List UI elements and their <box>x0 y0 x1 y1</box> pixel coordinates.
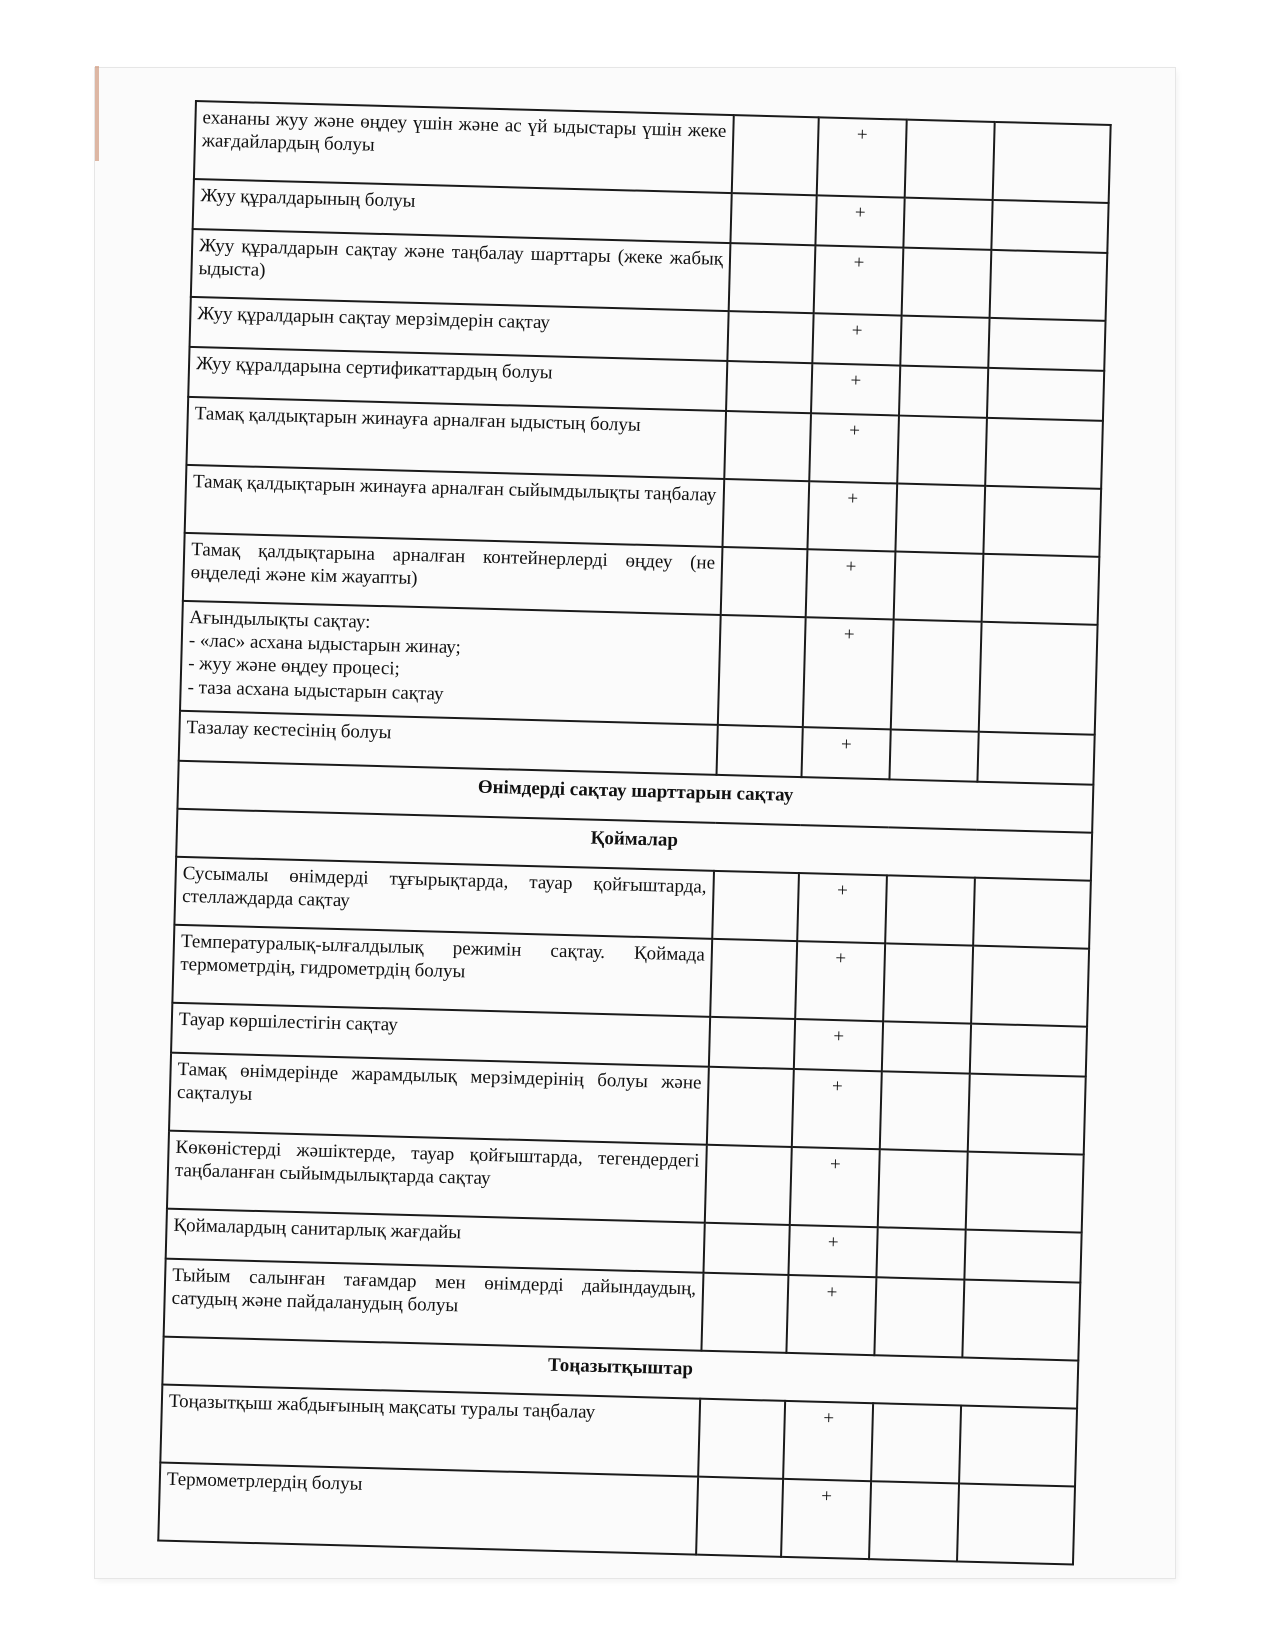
empty-cell <box>707 1067 794 1147</box>
checklist-table <box>157 100 1111 1566</box>
empty-cell <box>968 1074 1086 1155</box>
checklist-body <box>158 101 1110 1564</box>
empty-cell <box>703 1223 789 1275</box>
empty-cell <box>709 1017 795 1069</box>
empty-cell <box>883 943 973 1023</box>
row-text: Сусымалы өнімдерді тұғырықтарда, тауар қойғыштарда, стеллаждарда сақтау <box>174 857 714 939</box>
row-text: Көкөністерді жәшіктерде, тауар қойғыштарда, тегендердегі таңбаланған сыйымдылықтарда сақтау <box>167 1131 707 1223</box>
plus-mark: + <box>788 1225 877 1277</box>
empty-cell <box>871 1403 961 1483</box>
row-text: Жуу құралдарына сертификаттардың болуы <box>188 347 727 411</box>
empty-cell <box>730 193 816 245</box>
section-title-fridges: Тоңазытқыштар <box>162 1337 1078 1409</box>
empty-cell <box>696 1477 783 1557</box>
row-text: Жуу құралдарын сақтау мерзімдерін сақтау <box>190 297 729 361</box>
empty-cell <box>987 368 1104 421</box>
row-text: Қоймалардың санитарлық жағдайы <box>166 1209 705 1273</box>
plus-mark: + <box>809 413 899 483</box>
empty-cell <box>889 729 978 781</box>
row-text: Тамақ қалдықтарына арналған контейнерлерді өңдеу (не өңделеді және кім жауапты) <box>183 533 723 615</box>
empty-cell <box>962 1280 1080 1361</box>
row-text: Тамақ қалдықтарын жинауға арналған сыйымдылықты таңбалау <box>185 465 725 547</box>
plus-mark: + <box>814 245 904 315</box>
empty-cell <box>964 1230 1081 1283</box>
row-text: Тазалау кестесінің болуы <box>179 711 718 775</box>
plus-mark: + <box>811 363 900 415</box>
row-text: Тауар көршілестігін сақтау <box>171 1003 710 1067</box>
empty-cell <box>897 416 987 486</box>
empty-cell <box>990 250 1108 321</box>
row-text: ехананы жуу және өңдеу үшін және ас үй ыдыстары үшін жеке жағдайлардың болуы <box>194 101 734 193</box>
empty-cell <box>882 1021 971 1073</box>
plus-mark: + <box>803 617 894 729</box>
empty-cell <box>891 619 982 731</box>
empty-cell <box>727 311 813 363</box>
empty-cell <box>979 622 1098 735</box>
paper-edge <box>95 66 99 161</box>
empty-cell <box>732 115 819 195</box>
empty-cell <box>971 946 1089 1027</box>
plus-mark: + <box>783 1401 873 1481</box>
empty-cell <box>869 1481 959 1561</box>
empty-cell <box>724 411 811 481</box>
empty-cell <box>701 1273 788 1353</box>
plus-mark: + <box>807 481 897 551</box>
empty-cell <box>722 479 809 549</box>
row-text: Температуралық-ылғалдылық режимін сақтау. Қоймада термометрдің, гидрометрдің болуы <box>172 925 712 1017</box>
empty-cell <box>712 871 799 941</box>
row-text: Жуу құралдарының болуы <box>193 179 732 243</box>
plus-mark: + <box>806 549 896 619</box>
empty-cell <box>970 1024 1087 1077</box>
row-text: Жуу құралдарын сақтау және таңбалау шарттары (жеке жабық ыдыста) <box>191 229 731 311</box>
plus-mark: + <box>792 1069 882 1149</box>
empty-cell <box>905 120 995 200</box>
row-text: Тоңазытқыш жабдығының мақсаты туралы таңбалау <box>160 1385 700 1477</box>
row-text: Ағындылықты сақтау: - «лас» асхана ыдыстарын жинау; - жуу және өңдеу процесі; - таза асхана ыдыстарын сақтау <box>180 601 721 725</box>
empty-cell <box>705 1145 792 1225</box>
empty-cell <box>982 554 1100 625</box>
empty-cell <box>710 939 797 1019</box>
empty-cell <box>894 551 984 621</box>
empty-cell <box>874 1277 964 1357</box>
empty-cell <box>991 200 1108 253</box>
empty-cell <box>957 1483 1075 1564</box>
plus-mark: + <box>812 313 901 365</box>
empty-cell <box>966 1152 1084 1233</box>
checklist-sheet <box>157 100 1109 1565</box>
plus-mark: + <box>795 941 885 1021</box>
row-text: Тыйым салынған тағамдар мен өнімдерді дайындаудың, сатудың және пайдаланудың болуы <box>164 1259 704 1351</box>
plus-mark: + <box>790 1147 880 1227</box>
plus-mark: + <box>815 195 904 247</box>
empty-cell <box>717 725 803 777</box>
empty-cell <box>988 318 1105 371</box>
empty-cell <box>698 1399 785 1479</box>
empty-cell <box>903 198 992 250</box>
row-text: Тамақ өнімдерінде жарамдылық мерзімдерінің болуы және сақталуы <box>169 1053 709 1145</box>
plus-mark: + <box>801 727 890 779</box>
empty-cell <box>721 547 808 617</box>
empty-cell <box>880 1071 970 1151</box>
empty-cell <box>726 361 812 413</box>
section-title-storage: Өнімдерді сақтау шарттарын сақтау <box>177 761 1093 833</box>
empty-cell <box>885 875 975 945</box>
empty-cell <box>899 366 988 418</box>
empty-cell <box>959 1406 1077 1487</box>
empty-cell <box>983 486 1101 557</box>
row-text: Тамақ қалдықтарын жинауға арналған ыдыстың болуы <box>186 397 726 479</box>
empty-cell <box>902 248 992 318</box>
plus-mark: + <box>786 1275 876 1355</box>
empty-cell <box>993 122 1111 203</box>
plus-mark: + <box>794 1019 883 1071</box>
empty-cell <box>895 484 985 554</box>
row-text: Термометрлердің болуы <box>158 1463 698 1555</box>
plus-mark: + <box>817 117 907 197</box>
empty-cell <box>878 1149 968 1229</box>
empty-cell <box>973 878 1091 949</box>
empty-cell <box>718 615 806 727</box>
empty-cell <box>977 732 1094 785</box>
empty-cell <box>876 1227 965 1279</box>
empty-cell <box>729 243 816 313</box>
plus-mark: + <box>781 1479 871 1559</box>
section-title-warehouses: Қоймалар <box>176 809 1092 881</box>
empty-cell <box>985 418 1103 489</box>
empty-cell <box>900 316 989 368</box>
plus-mark: + <box>797 873 887 943</box>
